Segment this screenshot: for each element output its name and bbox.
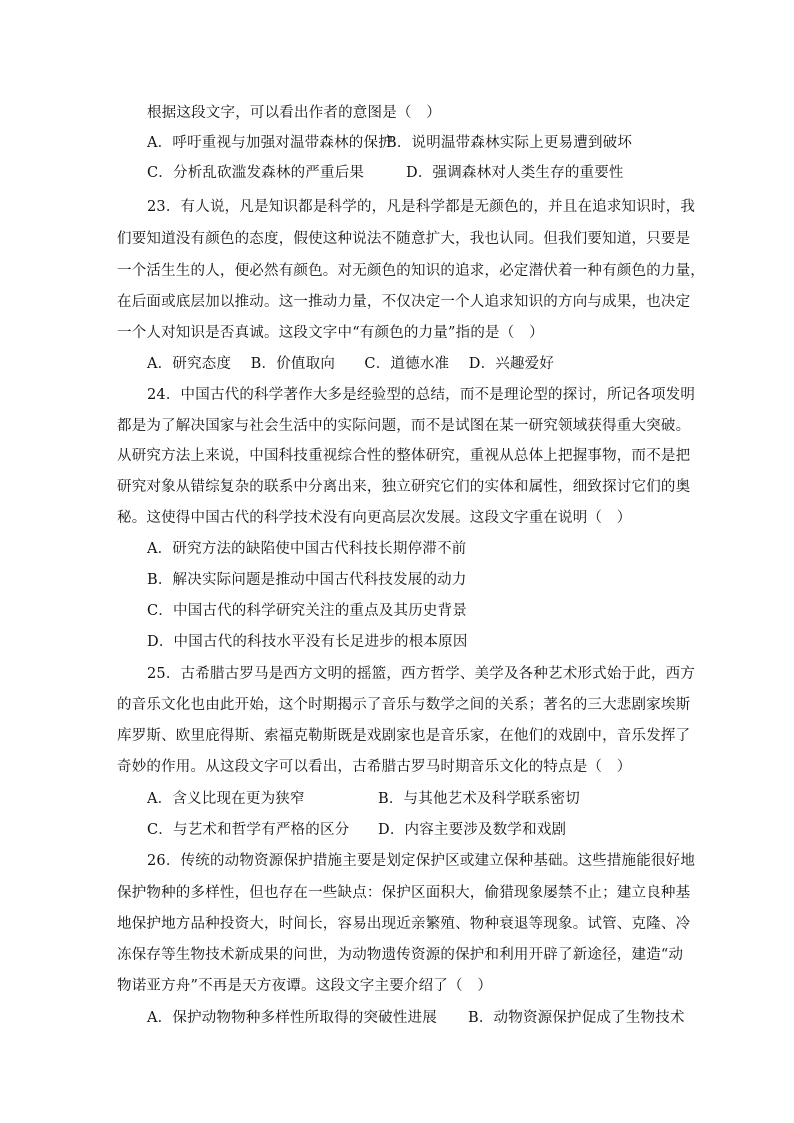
q26-option-b: B．动物资源保护促成了生物技术 xyxy=(468,1010,685,1026)
q26-line-4: 冻保存等生物技术新成果的问世，为动物遗传资源的保护和利用开辟了新途径，建造“动 xyxy=(117,947,684,963)
q22-option-a: A．呼吁重视与加强对温带森林的保护 xyxy=(147,135,393,151)
q25-line-1: 25．古希腊古罗马是西方文明的摇篮，西方哲学、美学及各种艺术形式始于此，西方 xyxy=(147,666,696,682)
q26-line-3: 地保护地方品种投资大，时间长，容易出现近亲繁殖、物种衰退等现象。试管、克隆、冷 xyxy=(117,916,691,932)
q25-line-4: 奇妙的作用。从这段文字可以看出，古希腊古罗马时期音乐文化的特点是（ ） xyxy=(117,759,632,775)
q24-option-b: B．解决实际问题是推动中国古代科技发展的动力 xyxy=(147,572,467,588)
q22-option-c: C．分析乱砍滥发森林的严重后果 xyxy=(147,165,365,181)
q22-option-d: D．强调森林对人类生存的重要性 xyxy=(406,165,624,181)
q26-option-a: A．保护动物物种多样性所取得的突破性进展 xyxy=(147,1010,437,1026)
q22-stem: 根据这段文字，可以看出作者的意图是（ ） xyxy=(147,105,441,121)
q22-option-b: B．说明温带森林实际上更易遭到破坏 xyxy=(386,135,633,151)
q24-option-a: A．研究方法的缺陷使中国古代科技长期停滞不前 xyxy=(147,541,467,557)
q26-line-5: 物诺亚方舟”不再是天方夜谭。这段文字主要介绍了（ ） xyxy=(117,978,493,994)
q23-line-4: 在后面或底层加以推动。这一推动力量，不仅决定一个人追求知识的方向与成果，也决定 xyxy=(117,294,691,310)
q23-line-2: 们要知道没有颜色的态度，假使这种说法不随意扩大，我也认同。但我们要知道，只要是 xyxy=(117,231,691,247)
q23-line-1: 23．有人说，凡是知识都是科学的，凡是科学都是无颜色的，并且在追求知识时，我 xyxy=(147,199,696,215)
q24-line-3: 从研究方法上来说，中国科技重视综合性的整体研究，重视从总体上把握事物，而不是把 xyxy=(117,448,691,464)
q25-line-2: 的音乐文化也由此开始，这个时期揭示了音乐与数学之间的关系；著名的三大悲剧家埃斯 xyxy=(117,697,691,713)
q24-option-c: C．中国古代的科学研究关注的重点及其历史背景 xyxy=(147,603,467,619)
q25-option-c: C．与艺术和哲学有严格的区分 xyxy=(147,822,350,838)
q26-line-2: 保护物种的多样性，但也存在一些缺点：保护区面积大，偷猎现象屡禁不止；建立良种基 xyxy=(117,885,691,901)
q24-option-d: D．中国古代的科技水平没有长足进步的根本原因 xyxy=(147,634,468,650)
q23-options: A．研究态度 B．价值取向 C．道德水准 D．兴趣爱好 xyxy=(147,356,555,372)
q25-line-3: 库罗斯、欧里庇得斯、索福克勒斯既是戏剧家也是音乐家，在他们的戏剧中，音乐发挥了 xyxy=(117,728,691,744)
q24-line-1: 24．中国古代的科学著作大多是经验型的总结，而不是理论型的探讨，所记各项发明 xyxy=(147,387,696,403)
q23-line-5: 一个人对知识是否真诚。这段文字中“有颜色的力量”指的是（ ） xyxy=(117,325,544,341)
q25-option-a: A．含义比现在更为狭窄 xyxy=(147,791,305,807)
q23-line-3: 一个活生生的人，便必然有颜色。对无颜色的知识的追求，必定潜伏着一种有颜色的力量， xyxy=(117,263,705,279)
q24-line-5: 秘。这使得中国古代的科学技术没有向更高层次发展。这段文字重在说明（ ） xyxy=(117,510,632,526)
q25-option-d: D．内容主要涉及数学和戏剧 xyxy=(378,822,567,838)
q24-line-4: 研究对象从错综复杂的联系中分离出来，独立研究它们的实体和属性，细致探讨它们的奥 xyxy=(117,479,691,495)
q25-option-b: B．与其他艺术及科学联系密切 xyxy=(378,791,580,807)
q24-line-2: 都是为了解决国家与社会生活中的实际问题，而不是试图在某一研究领域获得重大突破。 xyxy=(117,418,691,434)
q26-line-1: 26．传统的动物资源保护措施主要是划定保护区或建立保种基础。这些措施能很好地 xyxy=(147,853,696,869)
